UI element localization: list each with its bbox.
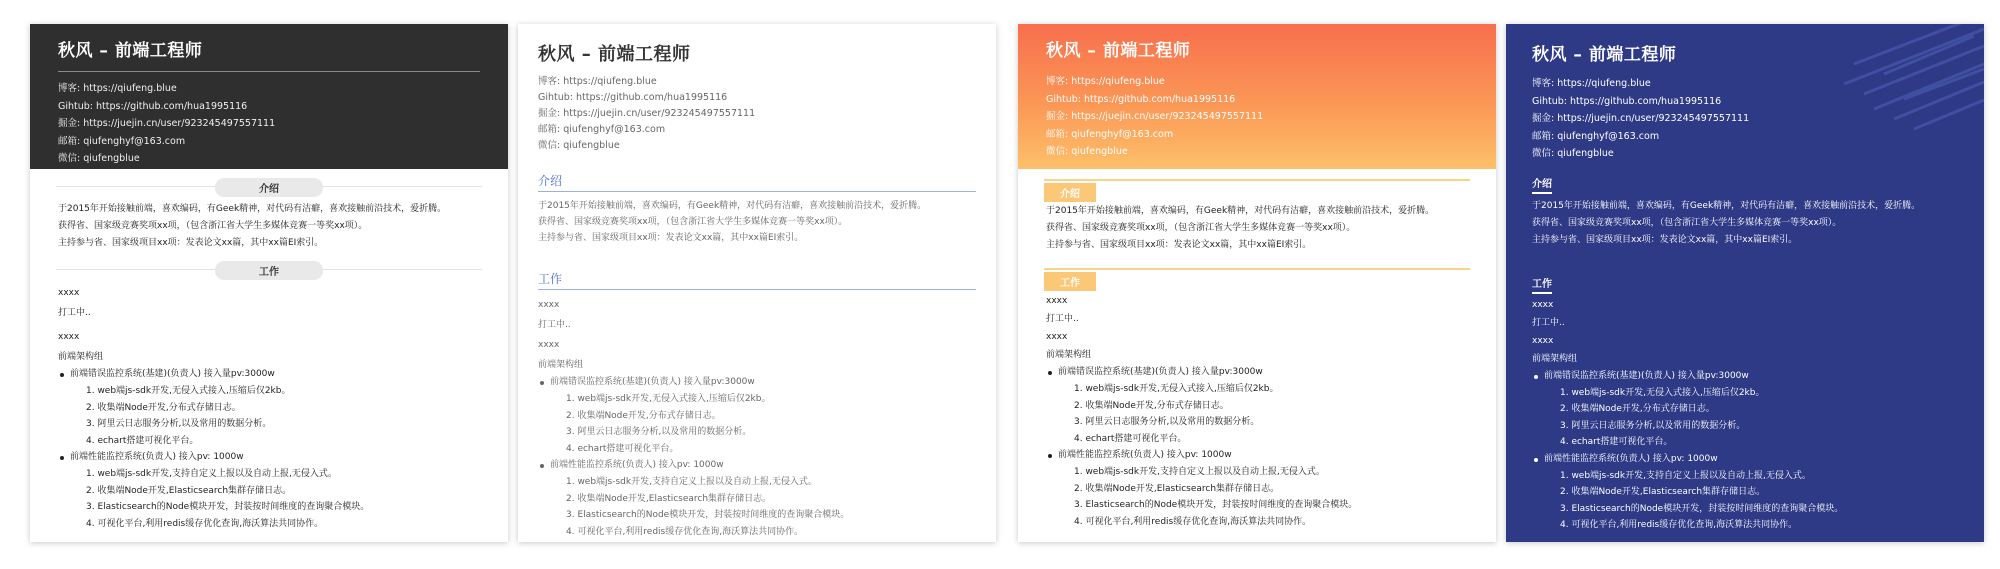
- resume-template-dark[interactable]: [30, 24, 508, 542]
- intro-text: 于2015年开始接触前端，喜欢编码，有Geek精神，对代码有洁癖，喜欢接触前沿技术，爱折腾。 获得省、国家级竞赛奖项xx项，（包含浙江省大学生多媒体竞赛一等奖xx项）。 主持参与省、国家级项目xx项：发表论文xx篇，其中xx篇EI索引。: [1532, 200, 1921, 245]
- contact-list: 博客: https://qiufeng.blue Gihtub: https://github.com/hua1995116 掘金: https://juejin.cn/user/923245497557111 邮箱: qiufenghyf@163.com 微信: qiufengblue: [538, 76, 756, 151]
- intro-text: 于2015年开始接触前端，喜欢编码，有Geek精神，对代码有洁癖，喜欢接触前沿技术，爱折腾。 获得省、国家级竞赛奖项xx项，（包含浙江省大学生多媒体竞赛一等奖xx项）。 主持参与省、国家级项目xx项：发表论文xx篇，其中xx篇EI索引。: [58, 204, 447, 248]
- work-section: xxxx 打工中.. xxxx 前端架构组 前端错误监控系统(基建)(负责人) 接入量pv:3000w 1. web端js-sdk开发,无侵入式接入,压缩后仅2kb。 2. 收集端Node开发,分布式存储日志。 3. 阿里云日志服务分析,以及常用的数据分析。 4. echart搭建可视化平台。 前端性能监控系统(负责人) 接入pv: 1000w 1. web端js-sdk开发,支持自定义上报以及自动上报,无侵入式。 2. 收集端Node开发,Elasticsearch集群存储日志。 3. Elasticsearch的Node模块开发，封装按时间维度的查询聚合模块。 4. 可视化平台,利用redis缓存优化查询,海沃算法共同协作。: [1532, 296, 1958, 534]
- work-section: xxxx 打工中.. xxxx 前端架构组 前端错误监控系统(基建)(负责人) 接入量pv:3000w 1. web端js-sdk开发,无侵入式接入,压缩后仅2kb。 2. 收集端Node开发,分布式存储日志。 3. 阿里云日志服务分析,以及常用的数据分析。 4. echart搭建可视化平台。 前端性能监控系统(负责人) 接入pv: 1000w 1. web端js-sdk开发,支持自定义上报以及自动上报,无侵入式。 2. 收集端Node开发,Elasticsearch集群存储日志。 3. Elasticsearch的Node模块开发，封装按时间维度的查询聚合模块。 4. 可视化平台,利用redis缓存优化查询,海沃算法共同协作。: [538, 296, 976, 540]
- contact-email: 邮箱: qiufenghyf@163.com: [58, 135, 186, 147]
- project-item: 前端性能监控系统(负责人) 接入pv: 1000w 1. web端js-sdk开发,支持自定义上报以及自动上报,无侵入式。 2. 收集端Node开发,Elasticsearch集群存储日志。 3. Elasticsearch的Node模块开发，封装按时间维度的查询聚合模块。 4. 可视化平台,利用redis缓存优化查询,海沃算法共同协作。: [1532, 451, 1958, 534]
- contact-github: Gihtub: https://github.com/hua1995116: [58, 100, 248, 112]
- contact-juejin: 掘金: https://juejin.cn/user/923245497557111: [58, 118, 276, 129]
- project-item: 前端性能监控系统(负责人) 接入pv: 1000w 1. web端js-sdk开发,支持自定义上报以及自动上报,无侵入式。 2. 收集端Node开发,Elasticsearch集群存储日志。 3. Elasticsearch的Node模块开发，封装按时间维度的查询聚合模块。 4. 可视化平台,利用redis缓存优化查询,海沃算法共同协作。: [58, 449, 480, 532]
- resume-name: 秋风 – 前端工程师: [58, 41, 203, 61]
- project-item: 前端性能监控系统(负责人) 接入pv: 1000w 1. web端js-sdk开发,支持自定义上报以及自动上报,无侵入式。 2. 收集端Node开发,Elasticsearch集群存储日志。 3. Elasticsearch的Node模块开发，封装按时间维度的查询聚合模块。 4. 可视化平台,利用redis缓存优化查询,海沃算法共同协作。: [538, 457, 976, 540]
- company-name: xxxx: [58, 332, 80, 342]
- resume-name: 秋风 – 前端工程师: [1046, 41, 1191, 61]
- contact-list: [58, 80, 480, 168]
- section-title-intro: 介绍: [1532, 175, 1552, 194]
- resume-header: [30, 24, 508, 169]
- work-section: [30, 284, 508, 532]
- resume-template-orange[interactable]: [1018, 24, 1496, 542]
- contact-list: 博客: https://qiufeng.blue Gihtub: https://github.com/hua1995116 掘金: https://juejin.cn/user/923245497557111 邮箱: qiufenghyf@163.com 微信: qiufengblue: [1532, 78, 1750, 159]
- resume-name: 秋风 – 前端工程师: [538, 44, 691, 65]
- intro-text: 于2015年开始接触前端，喜欢编码，有Geek精神，对代码有洁癖，喜欢接触前沿技术，爱折腾。 获得省、国家级竞赛奖项xx项，（包含浙江省大学生多媒体竞赛一等奖xx项）。 主持参与省、国家级项目xx项：发表论文xx篇，其中xx篇EI索引。: [1046, 206, 1435, 250]
- section-title-work: 工作: [1532, 275, 1552, 294]
- contact-list: 博客: https://qiufeng.blue Gihtub: https://github.com/hua1995116 掘金: https://juejin.cn/user/923245497557111 邮箱: qiufenghyf@163.com 微信: qiufengblue: [1046, 76, 1264, 157]
- resume-template-plain[interactable]: [518, 24, 996, 542]
- section-title-intro: 介绍: [538, 172, 976, 192]
- section-title-intro: 介绍: [30, 177, 508, 195]
- header-divider: [58, 71, 480, 72]
- company-name: xxxx: [58, 288, 80, 298]
- resume-template-navy[interactable]: [1506, 24, 1984, 542]
- project-item: 前端性能监控系统(负责人) 接入pv: 1000w 1. web端js-sdk开发,支持自定义上报以及自动上报,无侵入式。 2. 收集端Node开发,Elasticsearch集群存储日志。 3. Elasticsearch的Node模块开发，封装按时间维度的查询聚合模块。 4. 可视化平台,利用redis缓存优化查询,海沃算法共同协作。: [1046, 447, 1468, 530]
- project-item: 前端错误监控系统(基建)(负责人) 接入量pv:3000w 1. web端js-sdk开发,无侵入式接入,压缩后仅2kb。 2. 收集端Node开发,分布式存储日志。 3. 阿里云日志服务分析,以及常用的数据分析。 4. echart搭建可视化平台。: [1046, 364, 1468, 447]
- contact-wechat: 微信: qiufengblue: [58, 153, 140, 164]
- section-title-work: 工作: [538, 270, 976, 290]
- intro-text: 于2015年开始接触前端，喜欢编码，有Geek精神，对代码有洁癖，喜欢接触前沿技术，爱折腾。 获得省、国家级竞赛奖项xx项，（包含浙江省大学生多媒体竞赛一等奖xx项）。 主持参与省、国家级项目xx项：发表论文xx篇，其中xx篇EI索引。: [538, 201, 927, 243]
- section-title-work: 工作: [1044, 268, 1470, 288]
- contact-blog: 博客: https://qiufeng.blue: [58, 83, 177, 94]
- resume-header: [1018, 24, 1496, 169]
- work-section: xxxx 打工中.. xxxx 前端架构组 前端错误监控系统(基建)(负责人) 接入量pv:3000w 1. web端js-sdk开发,无侵入式接入,压缩后仅2kb。 2. 收集端Node开发,分布式存储日志。 3. 阿里云日志服务分析,以及常用的数据分析。 4. echart搭建可视化平台。 前端性能监控系统(负责人) 接入pv: 1000w 1. web端js-sdk开发,支持自定义上报以及自动上报,无侵入式。 2. 收集端Node开发,Elasticsearch集群存储日志。 3. Elasticsearch的Node模块开发，封装按时间维度的查询聚合模块。 4. 可视化平台,利用redis缓存优化查询,海沃算法共同协作。: [1018, 292, 1496, 530]
- project-item: 前端错误监控系统(基建)(负责人) 接入量pv:3000w 1. web端js-sdk开发,无侵入式接入,压缩后仅2kb。 2. 收集端Node开发,分布式存储日志。 3. 阿里云日志服务分析,以及常用的数据分析。 4. echart搭建可视化平台。: [58, 366, 480, 449]
- resume-name: 秋风 – 前端工程师: [1532, 45, 1677, 65]
- project-item: 前端错误监控系统(基建)(负责人) 接入量pv:3000w 1. web端js-sdk开发,无侵入式接入,压缩后仅2kb。 2. 收集端Node开发,分布式存储日志。 3. 阿里云日志服务分析,以及常用的数据分析。 4. echart搭建可视化平台。: [538, 374, 976, 457]
- company-desc: 打工中..: [58, 308, 91, 318]
- section-title-work: 工作: [30, 260, 508, 278]
- project-item: 前端错误监控系统(基建)(负责人) 接入量pv:3000w 1. web端js-sdk开发,无侵入式接入,压缩后仅2kb。 2. 收集端Node开发,分布式存储日志。 3. 阿里云日志服务分析,以及常用的数据分析。 4. echart搭建可视化平台。: [1532, 368, 1958, 451]
- team-name: 前端架构组: [58, 352, 104, 362]
- section-title-intro: 介绍: [1044, 179, 1470, 199]
